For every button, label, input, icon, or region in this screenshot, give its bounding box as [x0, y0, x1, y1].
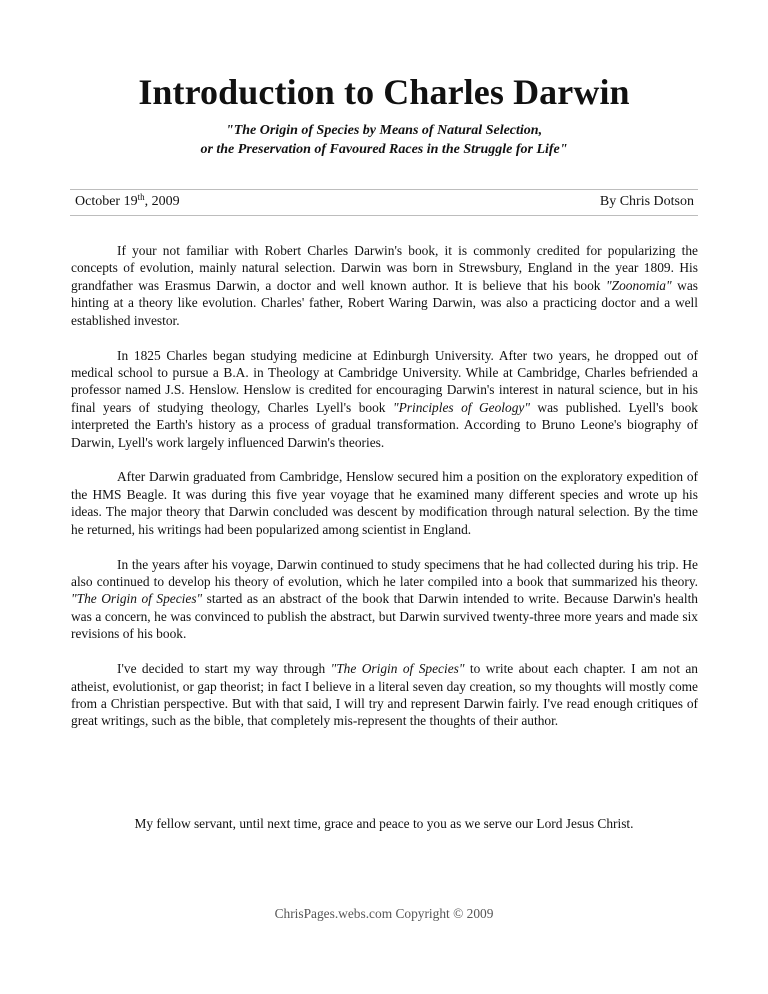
closing-line: My fellow servant, until next time, grace and peace to you as we serve our Lord Jesus Christ. — [134, 816, 634, 831]
book-title-reference: "Zoonomia" — [606, 277, 672, 293]
date-month-day: October 19 — [75, 194, 138, 209]
publication-date — [75, 193, 180, 211]
paragraph-text: started as an abstract of the book that Darwin intended to write. Because Darwin's health was a concern, he was convinced to publish the abstract, but Darwin survived twenty-three more years and made six revisions of his book. — [71, 591, 698, 642]
body-paragraph — [71, 347, 698, 451]
document-title: Introduction to Charles Darwin — [138, 72, 630, 112]
body-paragraph — [71, 556, 698, 643]
paragraph-text: was hinting at a theory like evolution. Charles' father, Robert Waring Darwin, was also a practicing doctor and a well established investor. — [71, 277, 698, 328]
author-byline: By Chris Dotson — [599, 194, 694, 209]
body-paragraph — [71, 242, 698, 329]
paragraph-text: In 1825 Charles began studying medicine at Edinburgh University. After two years, he dropped out of medical school to pursue a B.A. in Theology at Cambridge University. While at Cambridge, Charles befriended a professor named J.S. Henslow. Henslow is credited for encouraging Darwin's interest in natural science, but in his final years of studying theology, Charles Lyell's book — [71, 347, 698, 415]
book-title-reference: "Principles of Geology" — [392, 399, 530, 415]
article-body — [71, 242, 698, 747]
paragraph-text: I've decided to start my way through — [117, 661, 331, 677]
subtitle-line-1: "The Origin of Species by Means of Natural Selection, — [225, 123, 543, 138]
paragraph-text: If your not familiar with Robert Charles Darwin's book, it is commonly credited for popularizing the concepts of evolution, mainly natural selection. Darwin was born in Strewsbury, England in the year 1809. His grandfather was Erasmus Darwin, a doctor and well known author. It is believe that his book — [71, 243, 698, 293]
paragraph-text: In the years after his voyage, Darwin continued to study specimens that he had collected during his trip. He also continued to develop his theory of evolution, which he later compiled into a book that summarized his theory. — [71, 556, 698, 589]
book-title-reference: "The Origin of Species" — [71, 591, 203, 607]
book-title-reference: "The Origin of Species" — [330, 661, 465, 677]
document-subtitle — [0, 121, 768, 159]
body-paragraph — [71, 468, 698, 538]
bottom-divider — [70, 215, 698, 216]
top-divider — [70, 189, 698, 190]
body-paragraph — [71, 660, 698, 730]
date-year: , 2009 — [144, 194, 180, 209]
paragraph-text: was published. Lyell's book interpreted the Earth's history as a process of gradual transformation. According to Bruno Leone's biography of Darwin, Lyell's work largely influenced Darwin's theories. — [71, 399, 698, 450]
paragraph-text: to write about each chapter. I am not an atheist, evolutionist, or gap theorist; in fact I believe in a literal seven day creation, so my thoughts will mostly come from a Christian perspective. But with that said, I will try and represent Darwin fairly. I've read enough critiques of great writings, such as the bible, that completely mis-represent the thoughts of their author. — [71, 661, 698, 729]
page-footer: ChrisPages.webs.com Copyright © 2009 — [274, 906, 494, 921]
subtitle-line-2: or the Preservation of Favoured Races in the Struggle for Life" — [200, 142, 568, 157]
paragraph-text: After Darwin graduated from Cambridge, Henslow secured him a position on the exploratory expedition of the HMS Beagle. It was during this five year voyage that he examined many different species and wrote up his ideas. The major theory that Darwin concluded was descent by modification through natural selection. By the time he returned, his writings had been popularized among scientist in England. — [71, 469, 698, 537]
date-ordinal-suffix: th — [137, 192, 145, 202]
